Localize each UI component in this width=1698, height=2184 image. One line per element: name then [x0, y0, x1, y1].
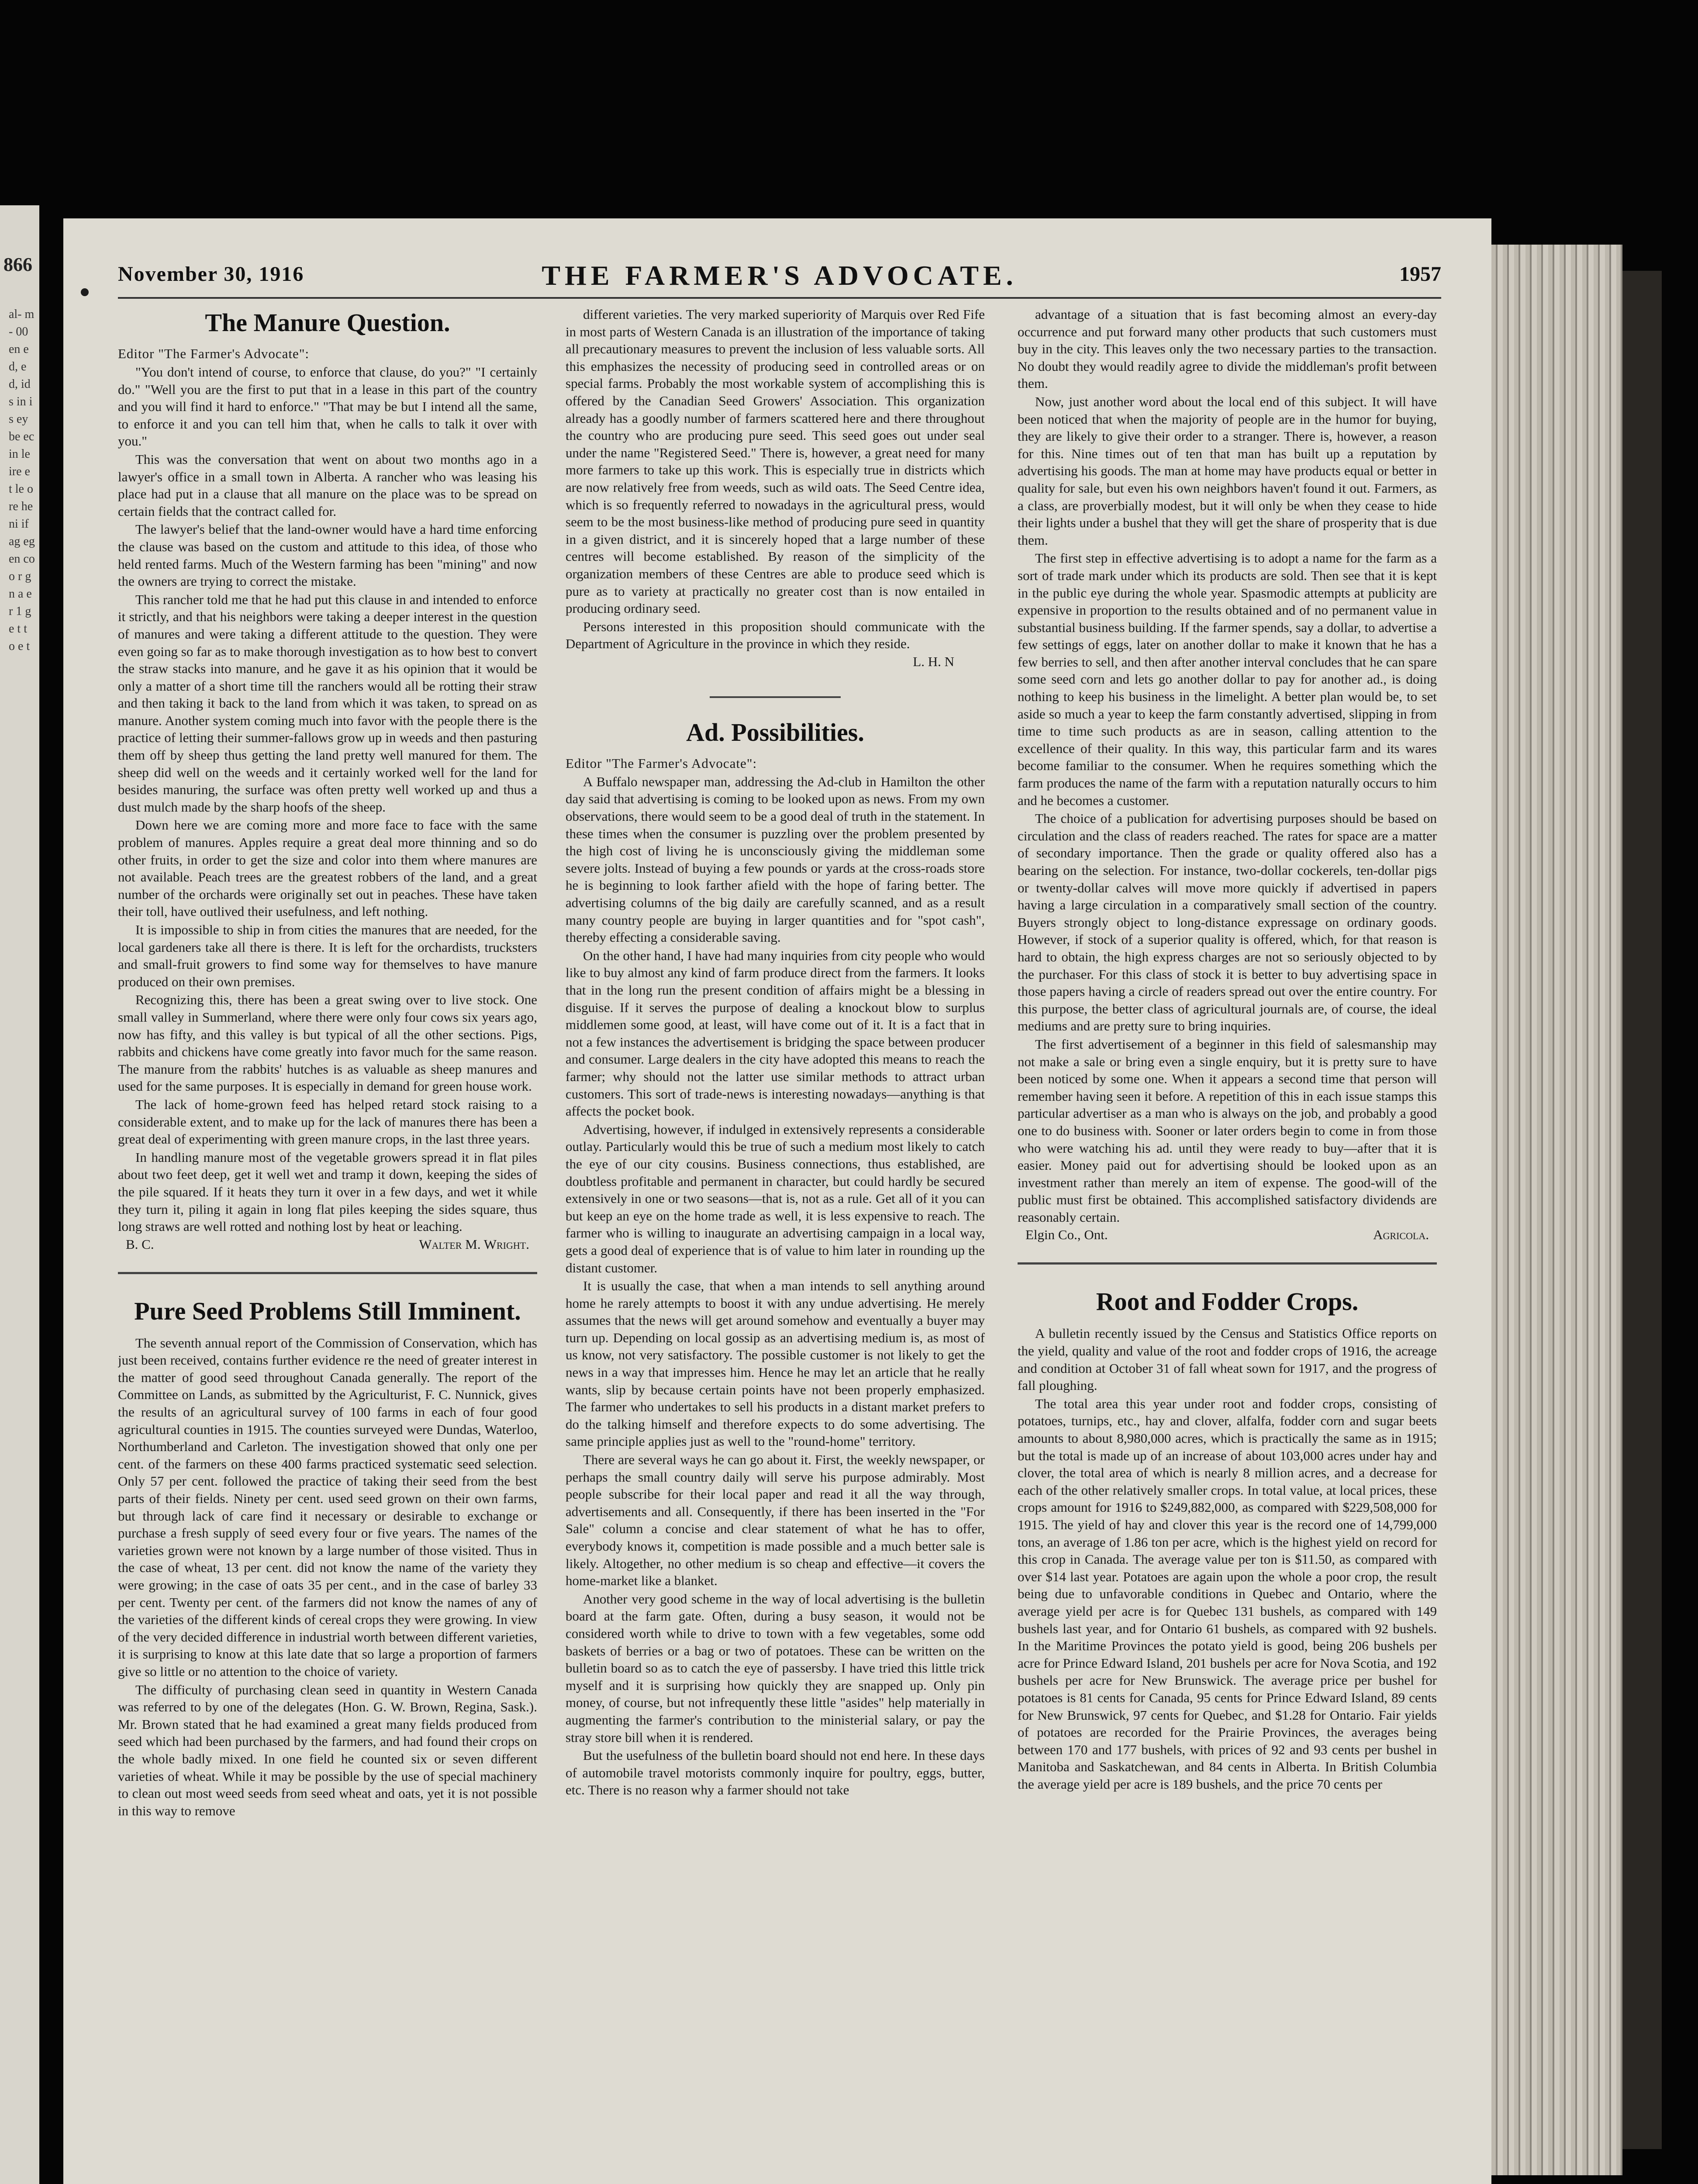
signature-author: Agricola.: [1373, 1227, 1429, 1243]
article-paragraph: This rancher told me that he had put this clause in and intended to enforce it strictly, and that his neighbors were taking a deeper interest in the question of manures and were taking a different attitude to the question. They were even going so far as to make thorough investigation as to how best to convert the straw stacks into manure, and he gave it as his opinion that it would be only a matter of a short time till the ranchers would all be rotting their straw and then taking it back to the land from which it was taken, to spread on as manure. Another system coming much into favor with the people there is the practice of letting their summer-fallows grow up in weeds and then pasturing them off by sheep thus getting the land pretty well manured for them. The sheep did well on the weeds and it certainly worked well for the land for besides manuring, the surface was often pretty well worked up and thus a dust mulch made by the sharp hoofs of the sheep.: [118, 591, 537, 815]
article-paragraph: It is impossible to ship in from cities the manures that are needed, for the local gardeners take all there is there. It is left for the orchardists, trucksters and small-fruit growers to find some way for themselves to have manure produced on their own premises.: [118, 922, 537, 989]
article-paragraph: "You don't intend of course, to enforce that clause, do you?" "I certainly do." "Well you are the first to put that in a lease in this part of the country and you will find it hard to enforce." "That may be but I intend all the same, to enforce it and you can tell him that, when he calls to talk it over with you.": [118, 364, 537, 449]
article-paragraph: Recognizing this, there has been a great swing over to live stock. One small valley in Summerland, where there were only four cows six years ago, now has fifty, and this valley is but typical of all the other sections. Pigs, rabbits and chickens have come greatly into favor much for the same reason. The manure from the rabbits' hutches is as valuable as sheep manures and used for the same purposes. It is especially in demand for green house work.: [118, 992, 537, 1094]
signature-author: L. H. N: [913, 653, 954, 669]
header-date: November 30, 1916: [118, 263, 304, 286]
article-title-ad: Ad. Possibilities.: [686, 718, 864, 746]
article-paragraph: Now, just another word about the local end of this subject. It will have been noticed that when the majority of people are in the humor for buying, they are likely to give their order to a stranger. There is, however, a reason for this. Nine times out of ten that man has built up a reputation by advertising his goods. The man at home may have products equal or better in quality for sale, but even his own neighbors haven't found it out. Farmers, as a class, are proverbially modest, but it will only be when they cease to hide their lights under a bushel that they will get the share of prosperity that is due them.: [1018, 394, 1437, 548]
article-paragraph: advantage of a situation that is fast becoming almost an every-day occurrence and put forward many other products that such customers must buy in the city. This leaves only the two necessary parties to the transaction. No doubt they would readily agree to divide the middleman's profit between them.: [1018, 307, 1437, 391]
signature-location: B. C.: [126, 1236, 154, 1252]
signature-author: Walter M. Wright.: [419, 1236, 529, 1252]
newspaper-page: [63, 218, 1491, 2184]
article-paragraph: The lack of home-grown feed has helped retard stock raising to a considerable extent, and to make up for the lack of manures there has been a great deal of experimenting with green manure crops, in the last three years.: [118, 1096, 537, 1147]
article-paragraph: The first step in effective advertising is to adopt a name for the farm as a sort of trade mark under which its products are sold. Then see that it is kept in the public eye during the whole year. Spasmodic attempts at publicity are expensive in proportion to the results obtained and of no permanent value in substantial business building. If the farmer spends, say a dollar, to advertise a few settings of eggs, later on another dollar to make it known that he has a few berries to sell, and then after another interval concludes that he can spare some seed corn and lets go another dollar to pay for another ad., is doing nothing to keep his business in the limelight. A better plan would be, to set aside so much a year to keep the farm constantly advertised, slipping in from time to time such products as are in season, calling attention to the excellence of their quality. In this way, this particular farm and its wares become familiar to the consumer. When he requires something which the farm produces the name of the farm with a reputation naturally occurs to him and he becomes a customer.: [1018, 550, 1437, 808]
signature-location: Elgin Co., Ont.: [1025, 1227, 1108, 1243]
article-paragraph: A Buffalo newspaper man, addressing the Ad-club in Hamilton the other day said that advertising is coming to be looked upon as news. From my own observations, there would seem to be a good deal of truth in the statement. In these times when the consumer is puzzling over the problem presented by the high cost of living he is unconsciously giving the middleman some severe jolts. Instead of buying a few pounds or yards at the cross-roads store he is beginning to look farther afield with the hope of faring better. The advertising columns of the big daily are carefully scanned, and as a result many country people are buying in larger quantities and for "spot cash", thereby effecting a considerable saving.: [566, 774, 985, 945]
book-spine-edges: [1491, 245, 1622, 2175]
page-header: [118, 262, 1441, 299]
article-paragraph: It is usually the case, that when a man intends to sell anything around home he rarely attempts to boost it with any undue advertising. He merely assumes that the news will get around somehow and eventually a buyer may turn up. Depending on local gossip as an advertising medium is, as most of us know, not very satisfactory. The possible customer is not likely to get the news in a way that impresses him. Hence he may let an article that he really wants, slip by because certain points have not been properly emphasized. The farmer who undertakes to sell his products in a distant market prefers to do the talking himself and therefore expects to do some advertising. The same principle applies just as well to the "round-home" territory.: [566, 1278, 985, 1449]
previous-page-number: 866: [3, 254, 32, 275]
article-paragraph: On the other hand, I have had many inquiries from city people who would like to buy almost any kind of farm produce direct from the farmers. It looks that in the long run the present condition of affairs might be a blessing in disguise. If it serves the purpose of dealing a knockout blow to surplus middlemen some good, at least, will have come out of it. It is a fact that in not a few instances the advertisement is bridging the space between producer and consumer. Large dealers in the city have adopted this means to reach the farmer; why should not the latter use similar methods to attract urban customers. This sort of trade-news is interesting nowadays—anything is that affects the pocket book.: [566, 947, 985, 1119]
section-divider: [710, 696, 841, 698]
previous-page-text-fragments: al- m- 00 en ed, ed, ids in is ey be ec in le ire e t le ore he ni if ag eg en co o r g n a e r 1 g e t t o e t: [9, 308, 35, 653]
article-signature: [1018, 1227, 1437, 1243]
article-paragraph: The seventh annual report of the Commission of Conservation, which has just been received, contains further evidence re the need of greater interest in the matter of good seed throughout Canada generally. The report of the Committee on Lands, as submitted by the Agriculturist, F. C. Nunnick, gives the results of an agricultural survey of 100 farms in each of four good agricultural counties in 1915. The counties surveyed were Dundas, Waterloo, Northumberland and Carleton. The investigation showed that only one per cent. of the farmers on these 400 farms practiced systematic seed selection. Only 57 per cent. followed the practice of taking their seed from the best parts of their fields. Ninety per cent. used seed grown on their own farms, but through lack of care find it necessary or desirable to exchange or purchase a fresh supply of seed every four or five years. The names of the varieties grown were not known by a large number of those visited. Thus in the case of wheat, 13 per cent. did not know the name of the variety they were growing; in the case of oats 35 per cent., and in the case of barley 33 per cent. Twenty per cent. of the farmers did not know the names of any of the varieties of the different kinds of cereal crops they were growing. In view of the very decided difference in industrial worth between different varieties, it is surprising to know at this late date that so large a proportion of farmers give so little or no attention to the choice of variety.: [118, 1335, 537, 1679]
article-paragraph: Down here we are coming more and more face to face with the same problem of manures. Apples require a great deal more thinning and so do other fruits, in order to get the size and color into them where manures are not available. Peach trees are the greatest robbers of the land, and a great number of the orchards were originally set out in peaches. These have taken their toll, have outlived their usefulness, and left nothing.: [118, 817, 537, 919]
article-paragraph: different varieties. The very marked superiority of Marquis over Red Fife in most parts of Western Canada is an illustration of the importance of taking all precautionary measures to prevent the inclusion of less valuable sorts. All this emphasizes the necessity of producing seed in controlled areas or on special farms. Probably the most workable system of accomplishing this is offered by the Canadian Seed Growers' Association. This organization already has a goodly number of farmers scattered here and there throughout the country who are producing pure seed. This seed goes out under seal under the name "Registered Seed." There is, however, a great need for many more farmers to take up this work. This is especially true in districts which are now relatively free from weeds, such as wild oats. The Seed Centre idea, which is so frequently referred to nowadays in the agricultural press, would seem to be the most business-like method of producing pure seed in quantity in a given district, and it is sincerely hoped that a large number of these centres will become established. By reason of the simplicity of the organization members of these Centres are able to produce seed which is pure as to variety at practically no greater cost than is now entailed in producing ordinary seed.: [566, 307, 985, 616]
article-paragraph: Advertising, however, if indulged in extensively represents a considerable outlay. Particularly would this be true of such a medium most likely to catch the eye of our city cousins. Business connections, thus established, are doubtless profitable and permanent in character, but could hardly be secured extensively in one or two seasons—that is, not as a rule. Get all of it you can but keep an eye on the home trade as well, it is less expensive to reach. The farmer who is willing to inaugurate an advertising campaign in a local way, gets a good deal of experience that is of value to him later in rounding up the distant customer.: [566, 1121, 985, 1275]
article-signature: [566, 653, 985, 670]
article-paragraph: The first advertisement of a beginner in this field of salesmanship may not make a sale or bring even a single enquiry, but it is pretty sure to have been noticed by some one. When it appears a second time that person will remember having seen it before. A repetition of this in each issue stamps this particular advertiser as a man who is always on the job, and probably a good one to do business with. Sooner or later orders begin to come in from those who were watching his ad. until they were ready to buy—after that it is easier. Money paid out for advertising should be looked upon as an investment rather than merely an item of expense. The good-will of the public must first be obtained. This accomplished satisfactory dividends are reasonably certain.: [1018, 1036, 1437, 1225]
article-paragraph: Another very good scheme in the way of local advertising is the bulletin board at the farm gate. Often, during a busy season, it would not be considered worth while to drive to town with a few vegetables, some odd baskets of berries or a bag or two of potatoes. These can be written on the bulletin board so as to catch the eye of passersby. I have tried this little trick myself and it is surprising how quickly they are snapped up. Only pin money, of course, but not infrequently these little "asides" help materially in augmenting the farmer's contribution to the ministerial salary, or pay the stray store bill when it is rendered.: [566, 1591, 985, 1745]
article-title-manure: The Manure Question.: [205, 308, 450, 337]
article-paragraph: But the usefulness of the bulletin board should not end here. In these days of automobile travel motorists commonly inquire for poultry, eggs, butter, etc. There is no reason why a farmer should not take: [566, 1748, 985, 1798]
article-paragraph: In handling manure most of the vegetable growers spread it in flat piles about two feet deep, get it well wet and tramp it down, keeping the sides of the pile squared. If it heats they turn it over in a few days, and wet it while they turn it, piling it again in long flat piles keeping the sides square, thus long straws are well rotted and nothing lost by heat or leaching.: [118, 1149, 537, 1234]
book-binding-shadow: [1622, 271, 1662, 2149]
article-title-pure-seed: Pure Seed Problems Still Imminent.: [134, 1296, 521, 1325]
header-page-number: 1957: [1399, 263, 1441, 286]
article-paragraph: This was the conversation that went on about two months ago in a lawyer's office in a small town in Alberta. A rancher who was leasing his place had put in a clause that all manure on the place was to be spread on certain fields that the contract called for.: [118, 451, 537, 519]
article-paragraph: The lawyer's belief that the land-owner would have a hard time enforcing the clause was based on the custom and attitude to this idea, of those who held rented farms. Much of the Western farming has been "mining" and now the owners are trying to correct the mistake.: [118, 522, 537, 589]
previous-page-edge: [0, 205, 39, 2184]
column-3: [1018, 306, 1437, 2175]
column-2: [566, 306, 985, 2175]
article-paragraph: The total area this year under root and fodder crops, consisting of potatoes, turnips, etc., hay and clover, alfalfa, fodder corn and sugar beets amounts to about 8,980,000 acres, which is practically the same as in 1915; but the total is made up of an increase of about 103,000 acres under hay and clover, the total area of which is nearly 8 million acres, and a decrease for each of the other relatively smaller crops. In total value, at local prices, these crops amount for 1916 to $249,882,000, as compared with $229,508,000 for 1915. The yield of hay and clover this year is the record one of 14,799,000 tons, an average of 1.86 ton per acre, which is the highest yield on record for this crop in Canada. The average value per ton is $11.50, as compared with over $14 last year. Potatoes are again upon the whole a poor crop, the result being due to unfavorable conditions in Quebec and Ontario, where the average yield per acre is for Quebec 131 bushels, as compared with 149 bushels last year, and for Ontario 61 bushels, as compared with 92 bushels. In the Maritime Provinces the potato yield is good, being 206 bushels per acre for Prince Edward Island, 201 bushels per acre for Nova Scotia, and 192 bushels per acre for New Brunswick. The average price per bushel for potatoes is 81 cents for Canada, 95 cents for Prince Edward Island, 89 cents for New Brunswick, 97 cents for Quebec, and $1.28 for Ontario. Fair yields of potatoes are recorded for the Prairie Provinces, the averages being between 170 and 177 bushels, with prices of 92 and 93 cents per bushel in Manitoba and Saskatchewan, and 84 cents in Alberta. In British Columbia the average yield per acre is 189 bushels, and the price 70 cents per: [1018, 1396, 1437, 1792]
page-speck: [81, 288, 89, 296]
article-paragraph: There are several ways he can go about it. First, the weekly newspaper, or perhaps the small country daily will serve his purpose admirably. Most people subscribe for their local paper and read it all the way through, advertisements and all. Consequently, if there has been inserted in the "For Sale" column a concise and clear statement of what he has to offer, everybody knows it, competition is made possible and a much better sale is likely. Altogether, no other medium is so cheap and effective—it covers the home-market like a blanket.: [566, 1452, 985, 1589]
article-signature: [118, 1236, 537, 1253]
column-1: [118, 306, 537, 2175]
article-paragraph: The choice of a publication for advertising purposes should be based on circulation and the class of readers reached. The rates for space are a matter of secondary importance. Then the grade or quality offered also has a bearing on the selection. For instance, two-dollar cockerels, ten-dollar pigs or twenty-dollar calves will move more quickly if advertised in papers having a large circulation in a comparatively small section of the country. Buyers strongly object to long-distance expressage on ordinary goods. However, if stock of a superior quality is offered, which, for that reason is hard to obtain, the high express charges are not so seriously objected to by the purchaser. For this class of stock it is better to buy advertising space in those papers having a circle of readers spread out over the entire country. For this purpose, the better class of agricultural journals are, of course, the ideal mediums and are pretty sure to bring inquiries.: [1018, 811, 1437, 1034]
section-divider: [118, 1272, 537, 1274]
editor-line: Editor "The Farmer's Advocate":: [118, 346, 310, 361]
header-title: THE FARMER'S ADVOCATE.: [542, 260, 1018, 291]
article-paragraph: Persons interested in this proposition should communicate with the Department of Agriculture in the province in which they reside.: [566, 619, 985, 652]
article-paragraph: A bulletin recently issued by the Census and Statistics Office reports on the yield, quality and value of the root and fodder crops of 1916, the acreage and condition at October 31 of fall wheat sown for 1917, and the progress of fall ploughing.: [1018, 1326, 1437, 1393]
article-title-root-fodder: Root and Fodder Crops.: [1096, 1287, 1359, 1316]
section-divider: [1018, 1262, 1437, 1265]
article-paragraph: The difficulty of purchasing clean seed in quantity in Western Canada was referred to by one of the delegates (Hon. G. W. Brown, Regina, Sask.). Mr. Brown stated that he had examined a great many fields produced from seed which had been purchased by the farmers, and had found their crops on the whole badly mixed. In one field he counted six or seven different varieties of wheat. While it may be possible by the use of special machinery to clean out most weed seeds from seed wheat and oats, yet it is not possible in this way to remove: [118, 1682, 537, 1818]
editor-line: Editor "The Farmer's Advocate":: [566, 755, 757, 771]
